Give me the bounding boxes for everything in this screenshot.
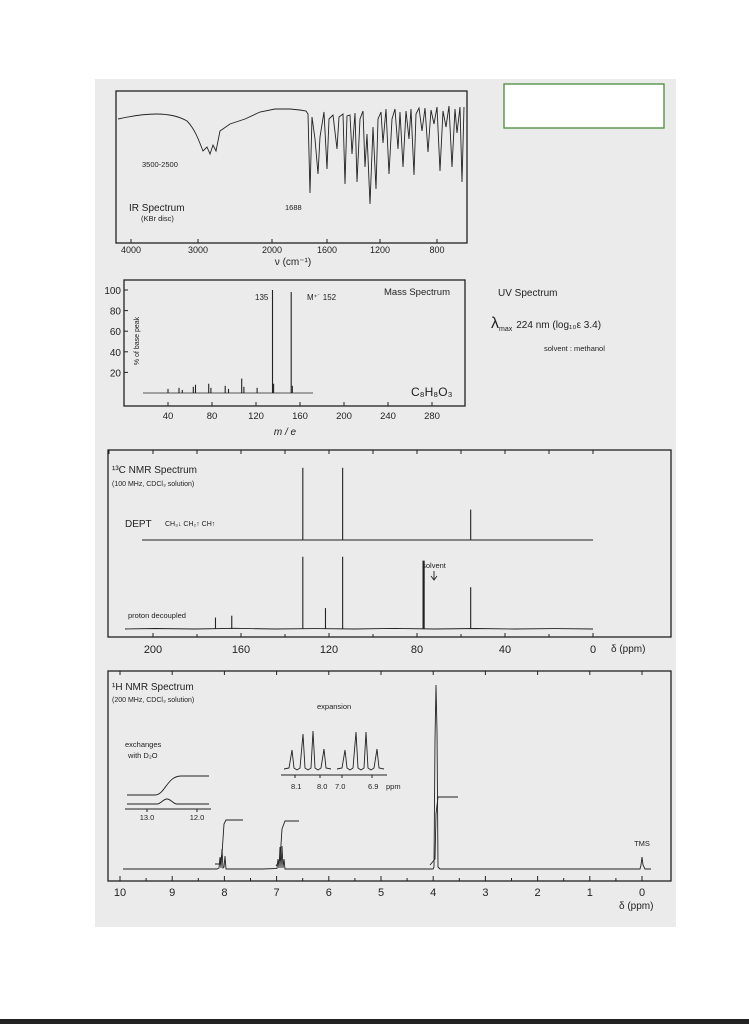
ir-sample: (KBr disc)	[141, 214, 174, 223]
ir-tick-800: 800	[429, 245, 445, 255]
ms-y-label: % of base peak	[134, 316, 141, 366]
h1-exchange-line1: exchanges	[125, 740, 162, 749]
h1-nmr-spectrum	[108, 671, 671, 912]
ms-x-tick-label: 280	[424, 411, 440, 422]
c13-x-tick-label: 160	[231, 644, 251, 656]
c13-x-tick-label: 40	[498, 644, 512, 656]
c13-x-tick-label: 120	[319, 644, 339, 656]
uv-lambda-max	[491, 315, 601, 333]
h1-tms-label: TMS	[634, 839, 650, 848]
ms-y-tick-label: 20	[109, 368, 121, 380]
h1-inset-trace	[127, 799, 209, 804]
c13-solvent-label: solvent	[422, 561, 446, 570]
h1-axis-unit: δ (ppm)	[619, 901, 654, 912]
h1-conditions: (200 MHz, CDCl₃ solution)	[112, 697, 195, 704]
ir-trace	[118, 106, 464, 204]
h1-x-tick-label: 6	[325, 887, 332, 899]
c13-dept-peaks	[303, 468, 471, 540]
ms-x-tick-label: 200	[336, 411, 352, 422]
c13-frame	[108, 450, 671, 637]
c13-x-tick-label: 0	[589, 644, 597, 656]
h1-expansion-doublet-7	[337, 732, 384, 770]
c13-decoupled-baseline	[125, 628, 593, 629]
h1-expansion-label: expansion	[317, 702, 352, 711]
ir-spectrum	[116, 91, 467, 268]
ms-x-tick-label: 160	[292, 411, 308, 422]
c13-decoupled-label: proton decoupled	[128, 611, 186, 620]
h1-exchange-inset	[125, 740, 211, 822]
h1-integral-trace	[215, 820, 243, 864]
h1-exchange-line2: with D₂O	[128, 751, 158, 760]
uv-lambda-sub: max	[499, 326, 513, 333]
ms-y-tick-label: 60	[109, 327, 121, 339]
uv-spectrum	[491, 288, 605, 353]
ir-x-axis-label: ν (cm⁻¹)	[274, 257, 312, 268]
h1-x-tick-label: 3	[482, 887, 489, 899]
ir-tick-1200: 1200	[369, 245, 391, 255]
bottom-bar	[0, 1019, 749, 1024]
ms-formula: C₈H₈O₃	[411, 385, 453, 399]
h1-baseline-trace	[123, 685, 651, 869]
uv-solvent: solvent : methanol	[544, 344, 605, 353]
ms-x-label: m / e	[273, 427, 297, 438]
ir-broad-label: 3500-2500	[142, 160, 178, 169]
ir-peak-label: 1688	[285, 203, 302, 212]
ms-y-tick-label: 40	[109, 347, 121, 359]
h1-x-tick-label: 9	[169, 887, 176, 899]
mass-spectrum	[104, 280, 465, 438]
ms-molecular-ion-label: M⁺˙ 152	[307, 293, 337, 302]
h1-exp-tick-8.1: 8.1	[291, 782, 302, 791]
ir-title: IR Spectrum	[129, 203, 185, 214]
problem-page	[95, 79, 676, 927]
h1-exp-tick-8.0: 8.0	[317, 782, 328, 791]
ms-y-tick-label: 100	[104, 286, 121, 297]
spectra-figure	[95, 79, 676, 927]
uv-lambda-value: 224 nm (log₁₀ε 3.4)	[516, 320, 602, 331]
answer-box[interactable]	[504, 84, 664, 128]
c13-conditions: (100 MHz, CDCl₃ solution)	[112, 481, 195, 488]
ms-y-tick-label: 80	[109, 306, 121, 318]
h1-expansion-doublet-8	[284, 731, 331, 770]
h1-inset-tick-12: 12.0	[189, 813, 205, 822]
h1-inset-integral	[127, 776, 209, 795]
ms-x-tick-label: 80	[206, 411, 218, 422]
c13-nmr-spectrum	[108, 450, 671, 656]
ir-tick-3000: 3000	[187, 245, 209, 255]
h1-expansion-inset	[281, 702, 401, 791]
h1-exp-tick-6.9: 6.9	[368, 782, 379, 791]
h1-x-tick-label: 4	[430, 887, 437, 899]
c13-axis-unit: δ (ppm)	[611, 644, 646, 655]
ir-tick-4000: 4000	[120, 245, 142, 255]
h1-x-tick-label: 8	[221, 887, 228, 899]
h1-exp-tick-7.0: 7.0	[335, 782, 346, 791]
ms-peak-135-label: 135	[255, 293, 269, 302]
c13-x-tick-label: 80	[410, 644, 424, 656]
uv-title: UV Spectrum	[498, 288, 558, 299]
c13-x-tick-label: 200	[143, 644, 163, 656]
uv-lambda-symbol: λ	[491, 315, 499, 332]
ms-x-tick-label: 40	[162, 411, 174, 422]
h1-x-tick-label: 1	[586, 887, 593, 899]
h1-exp-unit: ppm	[386, 782, 401, 791]
ms-x-tick-label: 240	[380, 411, 396, 422]
ir-tick-1600: 1600	[316, 245, 338, 255]
h1-title: ¹H NMR Spectrum	[112, 682, 194, 693]
ir-tick-2000: 2000	[261, 245, 283, 255]
ms-peaks	[168, 290, 292, 393]
ms-x-tick-label: 120	[248, 411, 264, 422]
h1-x-tick-label: 5	[377, 887, 385, 899]
c13-title: ¹³C NMR Spectrum	[112, 465, 198, 476]
h1-inset-tick-13: 13.0	[139, 813, 155, 822]
c13-dept-label: DEPT	[125, 519, 152, 530]
h1-x-tick-label: 7	[273, 887, 280, 899]
ms-x-ticks	[163, 402, 440, 422]
ms-title: Mass Spectrum	[384, 287, 450, 298]
c13-dept-legend: CH₃↓ CH₂↑ CH↑	[165, 521, 216, 528]
h1-x-tick-label: 10	[113, 887, 127, 899]
h1-x-tick-label: 2	[534, 887, 541, 899]
h1-x-ticks	[114, 876, 645, 899]
h1-x-tick-label: 0	[638, 887, 646, 899]
c13-solvent-arrow	[431, 571, 437, 580]
